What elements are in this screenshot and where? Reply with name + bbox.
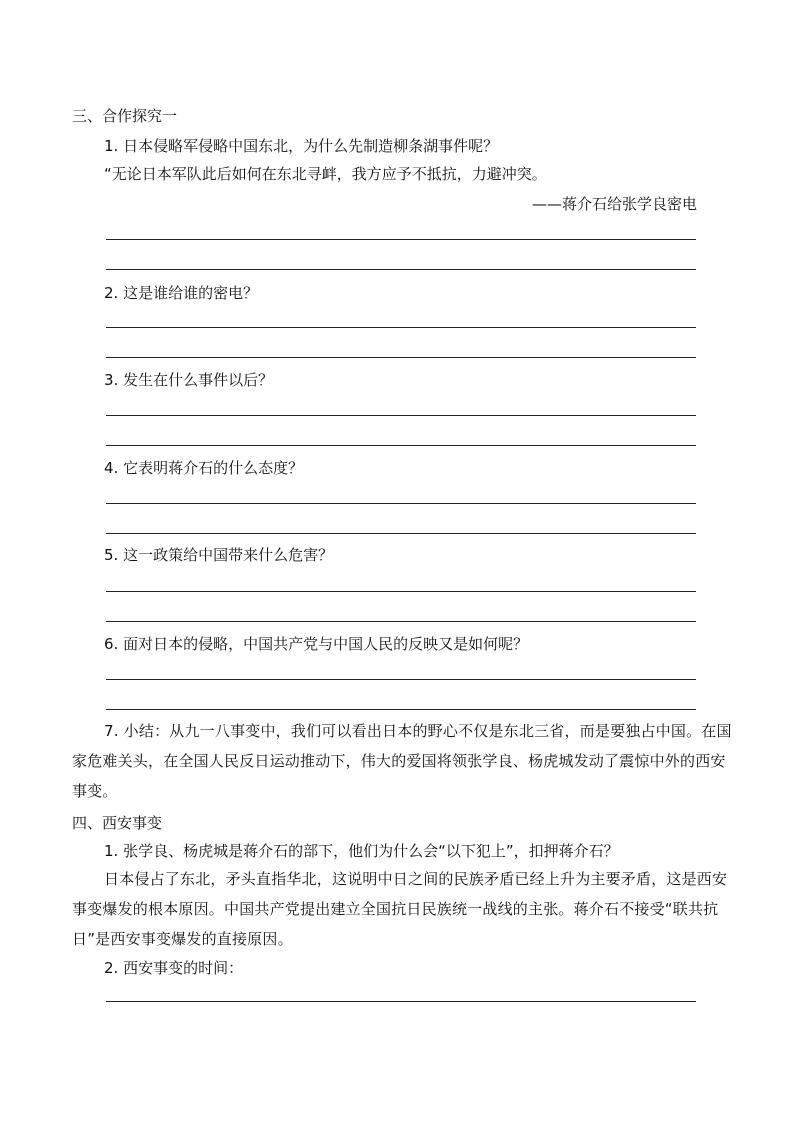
section-3-question-4: 4. 它表明蒋介石的什么态度？ <box>104 459 304 477</box>
section-3-heading: 三、合作探究一 <box>72 107 178 125</box>
section-4-heading: 四、西安事变 <box>72 814 163 832</box>
section-4-question-1: 1. 张学良、杨虎城是蒋介石的部下，他们为什么会“以下犯上”，扣押蒋介石？ <box>104 842 619 860</box>
answer-line[interactable] <box>106 503 696 504</box>
quote-attribution: ——蒋介石给张学良密电 <box>532 195 698 213</box>
section-4-question-2: 2. 西安事变的时间： <box>104 959 244 977</box>
answer-line[interactable] <box>106 679 696 680</box>
section-3-question-3: 3. 发生在什么事件以后？ <box>104 371 274 389</box>
answer-line[interactable] <box>106 239 696 240</box>
answer-line[interactable] <box>106 1001 696 1002</box>
answer-line[interactable] <box>106 591 696 592</box>
section-3-summary: 7. 小结：从九一八事变中，我们可以看出日本的野心不仅是东北三省，而是要独占中国。在国家危难关头，在全国人民反日运动推动下，伟大的爱国将领张学良、杨虎城发动了震惊中外的西安事变。 <box>72 722 732 800</box>
answer-line[interactable] <box>106 533 696 534</box>
answer-line[interactable] <box>106 327 696 328</box>
answer-line[interactable] <box>106 621 696 622</box>
section-3-question-5: 5. 这一政策给中国带来什么危害？ <box>104 546 334 564</box>
answer-line[interactable] <box>106 709 696 710</box>
answer-line[interactable] <box>106 415 696 416</box>
answer-line[interactable] <box>106 269 696 270</box>
answer-line[interactable] <box>106 357 696 358</box>
section-4-answer: 日本侵占了东北，矛头直指华北，这说明中日之间的民族矛盾已经上升为主要矛盾，这是西安事变爆发的根本原因。中国共产党提出建立全国抗日民族统一战线的主张。蒋介石不接受“联共抗日”是西安事变爆发的直接原因。 <box>72 870 728 948</box>
section-3-question-6: 6. 面对日本的侵略，中国共产党与中国人民的反映又是如何呢？ <box>104 635 529 653</box>
section-3-question-1: 1. 日本侵略军侵略中国东北，为什么先制造柳条湖事件呢？ <box>104 137 499 155</box>
answer-line[interactable] <box>106 445 696 446</box>
quote-text: “无论日本军队此后如何在东北寻衅，我方应予不抵抗，力避冲突。 <box>104 165 547 183</box>
section-3-question-2: 2. 这是谁给谁的密电？ <box>104 284 259 302</box>
